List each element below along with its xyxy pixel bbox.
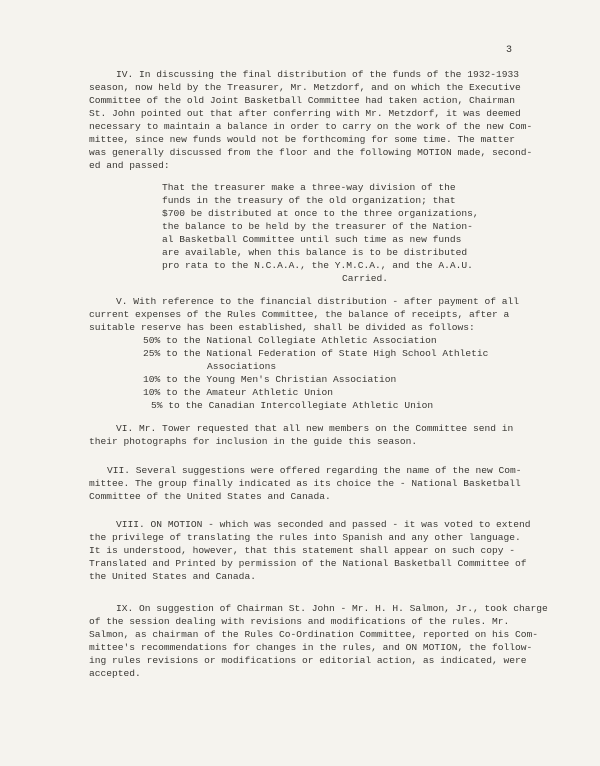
distribution-item-cont: Associations [207, 361, 277, 372]
text-line: necessary to maintain a balance in order to carry on the work of the new Com- [89, 121, 533, 132]
text-line: ed and passed: [89, 160, 170, 171]
distribution-item: 10% to the Amateur Athletic Union [143, 387, 333, 398]
text-line: suitable reserve has been established, shall be divided as follows: [89, 322, 475, 333]
distribution-item: 25% to the National Federation of State High School Athletic [143, 348, 489, 359]
motion-line: $700 be distributed at once to the three organizations, [162, 208, 479, 219]
text-line: IV. In discussing the final distribution of the funds of the 1932-1933 [116, 69, 520, 80]
text-line: IX. On suggestion of Chairman St. John - Mr. H. H. Salmon, Jr., took charge [116, 603, 548, 614]
text-line: was generally discussed from the floor and the following MOTION made, second- [89, 147, 533, 158]
text-line: mittee, since new funds would not be forthcoming for some time. The matter [89, 134, 516, 145]
motion-line: funds in the treasury of the old organization; that [162, 195, 456, 206]
text-line: VIII. ON MOTION - which was seconded and passed - it was voted to extend [116, 519, 531, 530]
text-line: accepted. [89, 668, 141, 679]
text-line: mittee's recommendations for changes in the rules, and ON MOTION, the follow- [89, 642, 533, 653]
text-line: St. John pointed out that after conferring with Mr. Metzdorf, it was deemed [89, 108, 521, 119]
distribution-item: 50% to the National Collegiate Athletic Association [143, 335, 437, 346]
text-line: It is understood, however, that this statement shall appear on such copy - [89, 545, 516, 556]
distribution-item: 5% to the Canadian Intercollegiate Athletic Union [151, 400, 434, 411]
motion-line: the balance to be held by the treasurer of the Nation- [162, 221, 473, 232]
text-line: VI. Mr. Tower requested that all new members on the Committee send in [116, 423, 514, 434]
text-line: Committee of the old Joint Basketball Committee had taken action, Chairman [89, 95, 516, 106]
motion-carried: Carried. [342, 273, 389, 284]
text-line: the United States and Canada. [89, 571, 256, 582]
distribution-item: 10% to the Young Men's Christian Association [143, 374, 397, 385]
text-line: their photographs for inclusion in the guide this season. [89, 436, 418, 447]
page-number: 3 [506, 45, 513, 56]
motion-line: pro rata to the N.C.A.A., the Y.M.C.A., and the A.A.U. [162, 260, 473, 271]
text-line: VII. Several suggestions were offered regarding the name of the new Com- [107, 465, 522, 476]
text-line: current expenses of the Rules Committee, the balance of receipts, after a [89, 309, 510, 320]
text-line: season, now held by the Treasurer, Mr. Metzdorf, and on which the Executive [89, 82, 521, 93]
text-line: of the session dealing with revisions and modifications of the rules. Mr. [89, 616, 510, 627]
text-line: Translated and Printed by permission of the National Basketball Committee of [89, 558, 527, 569]
text-line: the privilege of translating the rules into Spanish and any other language. [89, 532, 521, 543]
text-line: V. With reference to the financial distribution - after payment of all [116, 296, 520, 307]
motion-line: are available, when this balance is to be distributed [162, 247, 468, 258]
text-line: ing rules revisions or modifications or editorial action, as indicated, were [89, 655, 527, 666]
text-line: Committee of the United States and Canada. [89, 491, 331, 502]
text-line: Salmon, as chairman of the Rules Co-Ordination Committee, reported on his Com- [89, 629, 539, 640]
motion-line: That the treasurer make a three-way division of the [162, 182, 456, 193]
motion-line: al Basketball Committee until such time as new funds [162, 234, 462, 245]
text-line: mittee. The group finally indicated as its choice the - National Basketball [89, 478, 521, 489]
